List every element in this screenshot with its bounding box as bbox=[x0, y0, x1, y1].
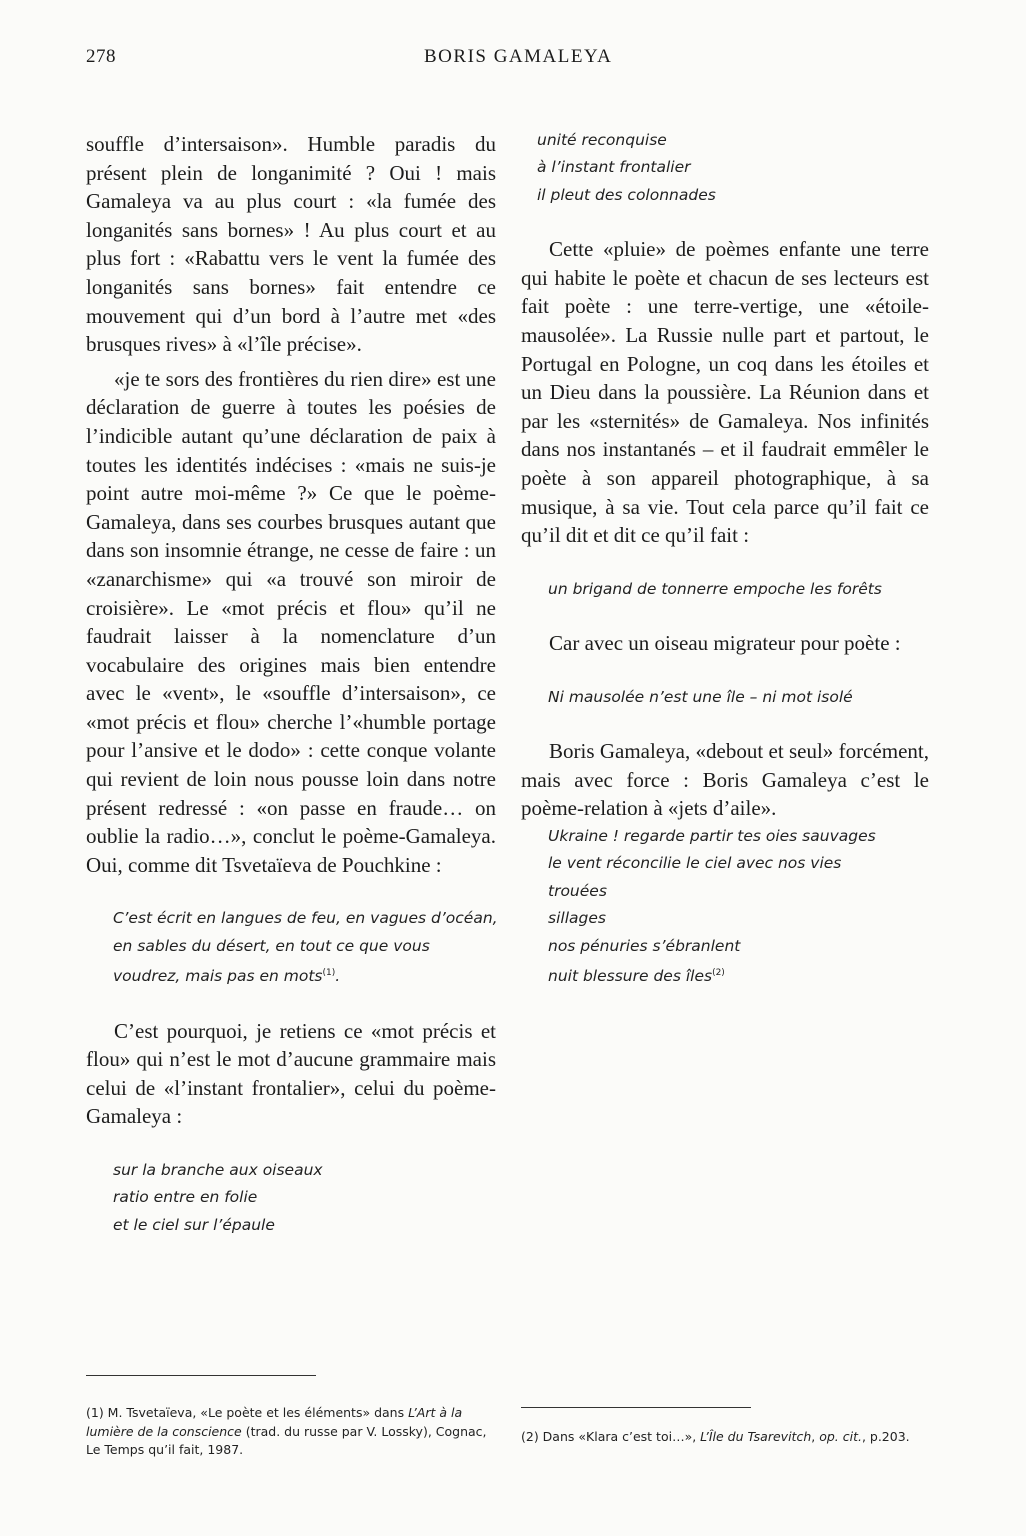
poem-line: un brigand de tonnerre empoche les forêts bbox=[548, 579, 882, 598]
quote-line-last bbox=[113, 960, 496, 990]
footnote-2-title: L’Île du Tsarevitch bbox=[700, 1429, 812, 1444]
quote-last-text: voudrez, mais pas en mots bbox=[113, 967, 323, 986]
footnote-1-suffix: (trad. du russe par V. Lossky), Cognac, Le Temps qu’il fait, 1987. bbox=[86, 1423, 487, 1457]
footnote-2-opcit: op. cit. bbox=[819, 1429, 862, 1444]
footnote-1 bbox=[86, 1404, 498, 1460]
poem-excerpt-4 bbox=[521, 684, 929, 711]
footnote-1-title: L’Art à la lumière de la conscience bbox=[86, 1405, 463, 1439]
poem-line: ratio entre en folie bbox=[113, 1188, 258, 1207]
running-head: BORIS GAMALEYA bbox=[424, 46, 613, 67]
tsvetaieva-quote bbox=[86, 905, 496, 990]
footnote-2-suffix: , p.203. bbox=[861, 1429, 910, 1444]
page-number: 278 bbox=[86, 46, 116, 67]
quote-line: C’est écrit en langues de feu, en vagues d’océan, bbox=[113, 909, 498, 928]
paragraph-3: C’est pourquoi, je retiens ce «mot précis et flou» qui n’est le mot d’aucune grammaire mais celui de «l’instant frontalier», celui du poème-Gamaleya : bbox=[86, 1018, 496, 1129]
poem-line: nos pénuries s’ébranlent bbox=[548, 936, 741, 955]
quote-end: . bbox=[335, 967, 341, 986]
poem-excerpt-1 bbox=[86, 1157, 496, 1239]
poem-line: et le ciel sur l’épaule bbox=[113, 1215, 275, 1234]
poem-line: Ni mausolée n’est une île – ni mot isolé bbox=[548, 687, 853, 706]
quote-line: en sables du désert, en tout ce que vous bbox=[113, 936, 430, 955]
poem-last-text: nuit blessure des îles bbox=[548, 966, 713, 985]
poem-line: sillages bbox=[548, 909, 606, 928]
right-column bbox=[521, 130, 929, 990]
poem-excerpt-5 bbox=[521, 823, 929, 990]
poem-excerpt-2 bbox=[521, 127, 929, 209]
footnote-1-text: (1) M. Tsvetaïeva, «Le poète et les éléments» dans bbox=[86, 1405, 409, 1420]
footnote-2 bbox=[521, 1428, 933, 1447]
poem-line: il pleut des colonnades bbox=[537, 185, 716, 204]
page-header bbox=[0, 46, 1026, 78]
footnote-2-sep: , bbox=[811, 1429, 820, 1444]
footnote-rule-right bbox=[521, 1407, 751, 1408]
poem-line: unité reconquise bbox=[537, 131, 667, 149]
footnote-ref-1: (1) bbox=[322, 968, 336, 979]
paragraph-2: «je te sors des frontières du rien dire» est une déclaration de guerre à toutes les poésies de l’indicible autant qu’une déclaration de paix à toutes les identités indécises : «mais ne suis-je point autre moi-même ?» Ce que le poème-Gamaleya, dans ses courbes brusques autant que dans son insomnie étrange, ne cesse de faire : un «zanarchisme» qui «a trouvé son miroir de croisière». Le «mot précis et flou» qu’il ne faudrait laisser à la nomenclature d’un vocabulaire des origines mais bien entendre avec le «vent», le «souffle d’intersaison», ce «mot précis et flou» cherche l’«humble portage pour l’ansive et le dodo» : cette conque volante qui revient de loin nous pousse loin dans notre présent redressé : «on passe en fraude… on oublie la radio…», conclut le poème-Gamaleya. Oui, comme dit Tsvetaïeva de Pouchkine : bbox=[86, 366, 496, 877]
poem-line: le vent réconcilie le ciel avec nos vies bbox=[548, 854, 842, 873]
poem-line-last bbox=[548, 960, 929, 990]
footnote-2-text: (2) Dans «Klara c’est toi…», bbox=[521, 1429, 701, 1444]
left-column bbox=[86, 130, 496, 1239]
paragraph-6: Boris Gamaleya, «debout et seul» forcément, mais avec force : Boris Gamaleya c’est le poème-relation à «jets d’aile». bbox=[521, 739, 929, 821]
poem-line: sur la branche aux oiseaux bbox=[113, 1161, 323, 1180]
paragraph-5: Car avec un oiseau migrateur pour poète : bbox=[549, 631, 901, 656]
footnote-ref-2: (2) bbox=[712, 967, 725, 978]
poem-excerpt-3 bbox=[521, 576, 929, 603]
poem-line: Ukraine ! regarde partir tes oies sauvages bbox=[548, 826, 876, 845]
poem-line: trouées bbox=[548, 881, 607, 900]
paragraph-1: souffle d’intersaison». Humble paradis du présent plein de longanimité ? Oui ! mais Gamaleya va au plus court : «la fumée des longanités sans bornes» ! Au plus court et au plus fort : «Rabattu vers le vent la fumée des longanités sans bornes» fait entendre ce mouvement qui d’un bord à l’autre met «des brusques rives» à «l’île précise». bbox=[86, 132, 496, 357]
poem-line: à l’instant frontalier bbox=[537, 158, 691, 177]
paragraph-4: Cette «pluie» de poèmes enfante une terre qui habite le poète et chacun de ses lecteurs est fait poète : une terre-vertige, une «étoile-mausolée». La Russie nulle part et partout, le Portugal en Pologne, un coq dans les étoiles et un Dieu dans la poussière. La Réunion dans et par les «sternités» de Gamaleya. Nos infinités dans nos instantanés – et il faudrait emmêler le poète à son appareil photographique, à sa musique, à sa vie. Tout cela parce qu’il fait ce qu’il dit et dit ce qu’il fait : bbox=[521, 237, 929, 548]
footnote-rule-left bbox=[86, 1375, 316, 1376]
